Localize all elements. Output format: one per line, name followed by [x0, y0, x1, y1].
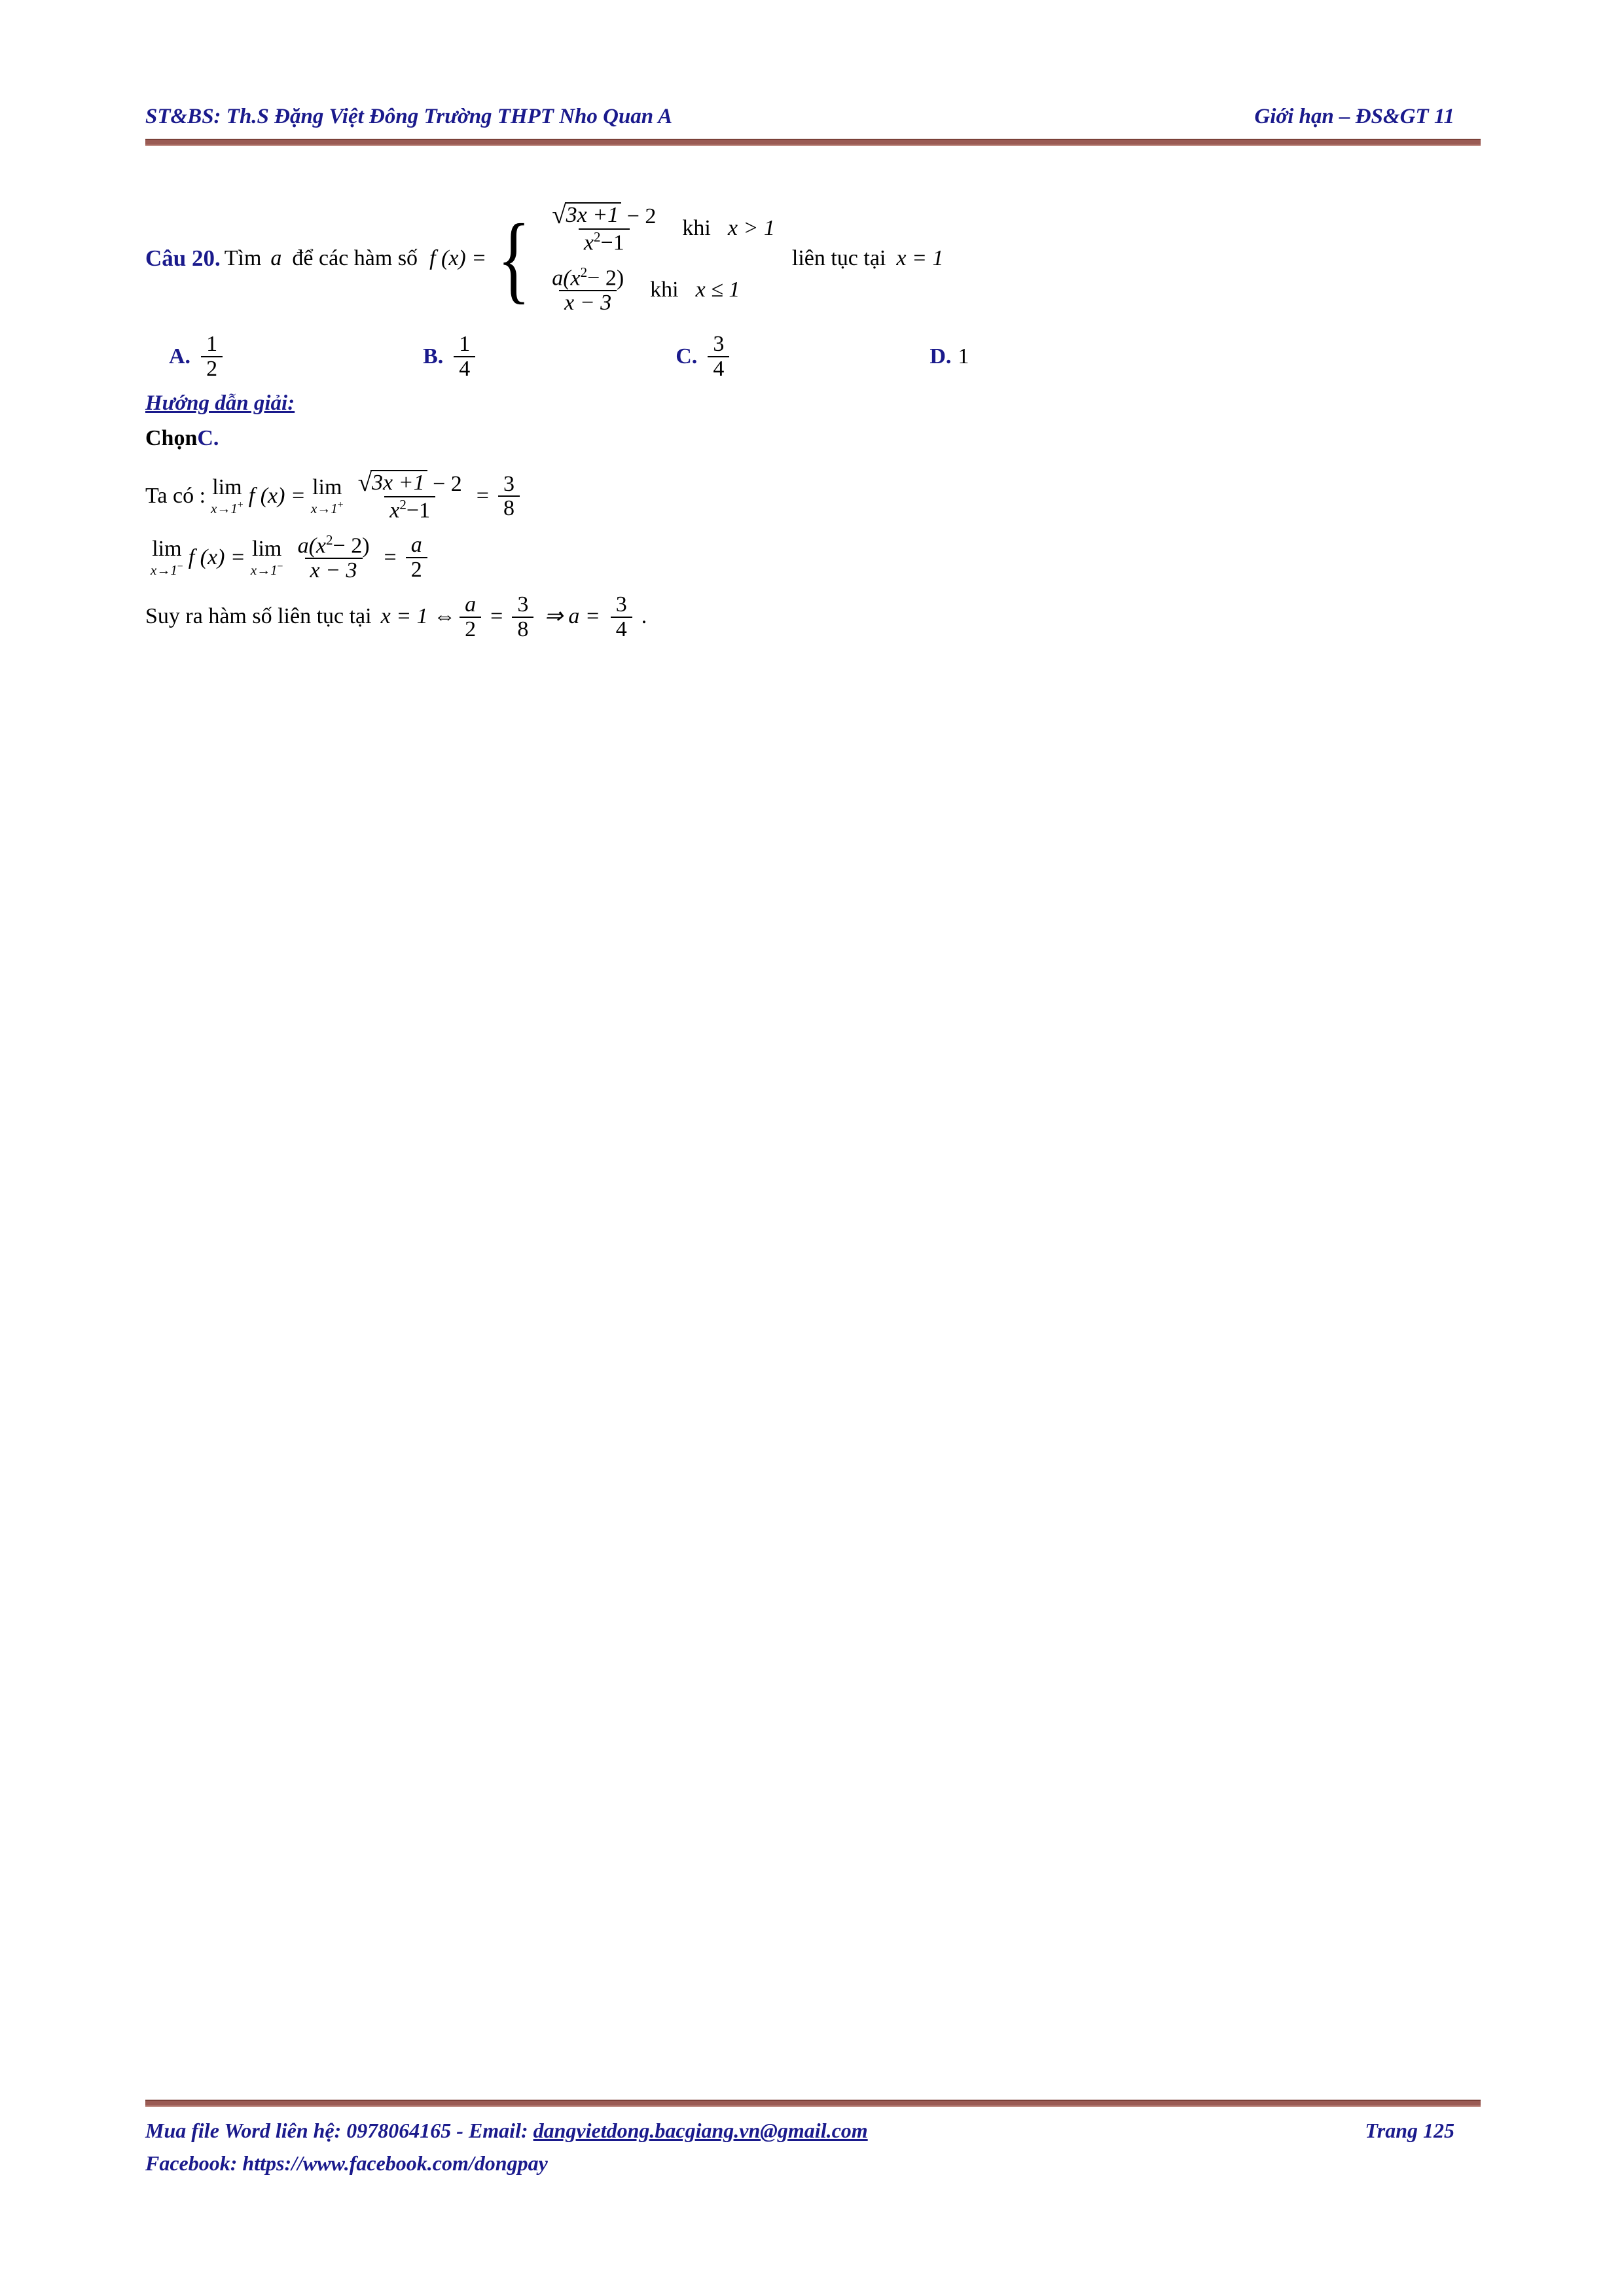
line3-condition: x = 1 ⇔ [380, 604, 456, 629]
line3-f1-den: 2 [460, 617, 481, 641]
page-content [145, 196, 1494, 651]
case2-condition-label: khi [650, 277, 679, 302]
line2-num-head: a(x [297, 533, 326, 558]
solution-work [145, 470, 1494, 641]
radical-icon: √ [552, 201, 566, 230]
question-prompt-before: Tìm [224, 245, 262, 270]
line1-lim2-sub-sign: + [337, 499, 344, 511]
case1-condition-label: khi [682, 216, 711, 241]
line1-limit-2 [311, 476, 344, 516]
answer-options [145, 332, 1494, 380]
line3-f3-num: 3 [615, 592, 627, 617]
answer-a-key: A. [169, 344, 191, 368]
line3-period: . [641, 604, 647, 629]
line2-fraction [293, 533, 375, 583]
question-number: Câu 20. [145, 245, 221, 272]
piecewise-cases [543, 202, 775, 314]
line1-den-var: x [389, 498, 400, 523]
footer-contact-text: Mua file Word liên hệ: 0978064165 - Email: [145, 2119, 528, 2142]
answer-option-d[interactable] [929, 342, 969, 371]
line1-frac-num [353, 470, 467, 496]
footer-row-1 [145, 2115, 1481, 2145]
answer-a-num: 1 [206, 332, 218, 356]
line2-equals: = [384, 545, 397, 569]
piecewise-case-2 [543, 265, 775, 315]
line2-fx: f (x) = [188, 545, 245, 569]
question-param: a [270, 245, 282, 270]
case2-numerator [547, 265, 629, 290]
case1-radicand: 3x +1 [565, 202, 622, 228]
line3-fraction-3 [611, 593, 632, 641]
line3-arrow: ⇒ a = [544, 604, 600, 629]
footer-divider [145, 2100, 1481, 2107]
line2-num-tail: − 2) [333, 533, 370, 558]
line1-result-den: 8 [498, 495, 520, 520]
line2-result-num: a [410, 533, 422, 558]
line1-result-fraction [498, 473, 520, 520]
line1-sqrt [358, 470, 427, 495]
answer-c-den: 4 [708, 356, 729, 381]
header-right-text: Giới hạn – ĐS&GT 11 [1254, 105, 1454, 128]
case1-condition-expr: x > 1 [727, 216, 775, 241]
line2-lim2-sub-text: x→1 [250, 562, 278, 578]
answer-option-b[interactable] [423, 332, 479, 380]
footer-contact [145, 2115, 868, 2145]
answer-option-a[interactable] [169, 332, 226, 380]
page-header [145, 105, 1481, 129]
line2-lim1-sub [151, 562, 183, 577]
line2-frac-num [293, 533, 375, 558]
solution-line-3 [145, 593, 1494, 641]
line3-f2-num: 3 [517, 592, 529, 617]
solution-line-2 [145, 533, 1494, 583]
answer-b-fraction [454, 332, 475, 380]
piecewise-case-1 [543, 202, 775, 255]
line1-lim2-sub-text: x→1 [310, 501, 338, 517]
case2-fraction [547, 265, 629, 315]
radical-icon: √ [357, 469, 372, 497]
line2-lim2-sub [251, 562, 283, 577]
piecewise-function [490, 202, 775, 314]
chon-label: Chọn [145, 426, 198, 451]
line3-f1-num: a [465, 592, 477, 617]
line1-frac-den [384, 496, 435, 522]
line3-f3-den: 4 [611, 617, 632, 641]
answer-option-c[interactable] [676, 332, 733, 380]
solution-line-1 [145, 470, 1494, 522]
line1-prefix: Ta có : [145, 484, 206, 509]
line2-lim2-main: lim [252, 537, 282, 561]
line3-fraction-1 [460, 593, 481, 641]
left-brace-icon: { [497, 204, 531, 313]
answer-c-num: 3 [713, 332, 725, 356]
line1-num-tail: − 2 [433, 472, 462, 497]
answer-d-key: D. [929, 344, 952, 368]
answer-c-key: C. [676, 344, 698, 368]
case2-num-exp: 2 [580, 264, 588, 280]
line1-den-exp: 2 [399, 497, 406, 513]
line1-limit-1 [211, 476, 244, 516]
answer-b-key: B. [423, 344, 444, 368]
case2-condition-expr: x ≤ 1 [695, 277, 740, 302]
answer-b-num: 1 [459, 332, 471, 356]
line2-result-den: 2 [406, 557, 427, 582]
line2-lim1-sub-text: x→1 [151, 562, 177, 578]
case1-den-var: x [583, 230, 594, 255]
line2-lim1-main: lim [152, 537, 182, 561]
line1-lim1-sub-sign: + [237, 499, 244, 511]
footer-facebook-link[interactable]: Facebook: https://www.facebook.com/dongpay [145, 2151, 548, 2176]
line1-lim1-main: lim [212, 475, 242, 500]
line1-lim1-sub [211, 500, 244, 516]
header-divider [145, 139, 1481, 146]
line1-result-num: 3 [503, 471, 514, 496]
line1-lim1-sub-text: x→1 [211, 501, 238, 517]
answer-d-value: 1 [958, 344, 969, 368]
line1-fraction [353, 470, 467, 522]
function-notation: f (x) = [429, 245, 487, 270]
case1-denominator [579, 228, 630, 255]
line1-equals: = [476, 484, 489, 509]
case2-denominator: x − 3 [559, 290, 617, 315]
footer-page-number: Trang 125 [1365, 2119, 1454, 2142]
case1-numerator [547, 202, 661, 228]
line3-fraction-2 [512, 593, 533, 641]
answer-a-den: 2 [201, 356, 223, 381]
solution-guide-label: Hướng dẫn giải: [145, 391, 295, 416]
line1-lim2-main: lim [312, 475, 342, 500]
line2-frac-den: x − 3 [305, 558, 363, 583]
answer-c-fraction [708, 332, 729, 380]
chosen-answer-line [145, 424, 1494, 453]
question-prompt-after: để các hàm số [292, 245, 418, 270]
line2-lim1-sub-sign: − [177, 561, 183, 572]
line3-prefix: Suy ra hàm số liên tục tại [145, 604, 372, 629]
case1-fraction [547, 202, 661, 255]
page-footer [145, 2115, 1481, 2179]
footer-email-link[interactable]: dangvietdong.bacgiang.vn@gmail.com [533, 2119, 868, 2142]
line2-lim2-sub-sign: − [277, 561, 283, 572]
answer-a-fraction [201, 332, 223, 380]
line2-limit-1 [151, 538, 183, 577]
question-tail-expr: x = 1 [896, 245, 944, 270]
chon-value: C. [197, 426, 219, 451]
case2-num-tail: − 2) [587, 266, 624, 291]
case1-numerator-tail: − 2 [626, 204, 657, 229]
line3-eq1: = [490, 604, 503, 629]
line1-lim2-sub [311, 500, 344, 516]
case1-den-tail: −1 [600, 230, 624, 255]
line2-result-fraction [406, 533, 427, 581]
line3-f2-den: 8 [512, 617, 533, 641]
line1-fx: f (x) = [248, 484, 306, 509]
question-line [145, 196, 1494, 321]
sqrt-expression [552, 202, 621, 228]
question-tail: liên tục tại [791, 245, 886, 270]
line2-limit-2 [251, 538, 283, 577]
line1-den-tail: −1 [406, 498, 431, 523]
header-left-text: ST&BS: Th.S Đặng Việt Đông Trường THPT Nho Quan A [145, 105, 673, 128]
answer-b-den: 4 [454, 356, 475, 381]
case1-den-exp: 2 [593, 228, 601, 245]
case2-num-head: a(x [552, 266, 581, 291]
line1-radicand: 3x +1 [370, 470, 427, 495]
line2-num-exp: 2 [325, 532, 333, 548]
